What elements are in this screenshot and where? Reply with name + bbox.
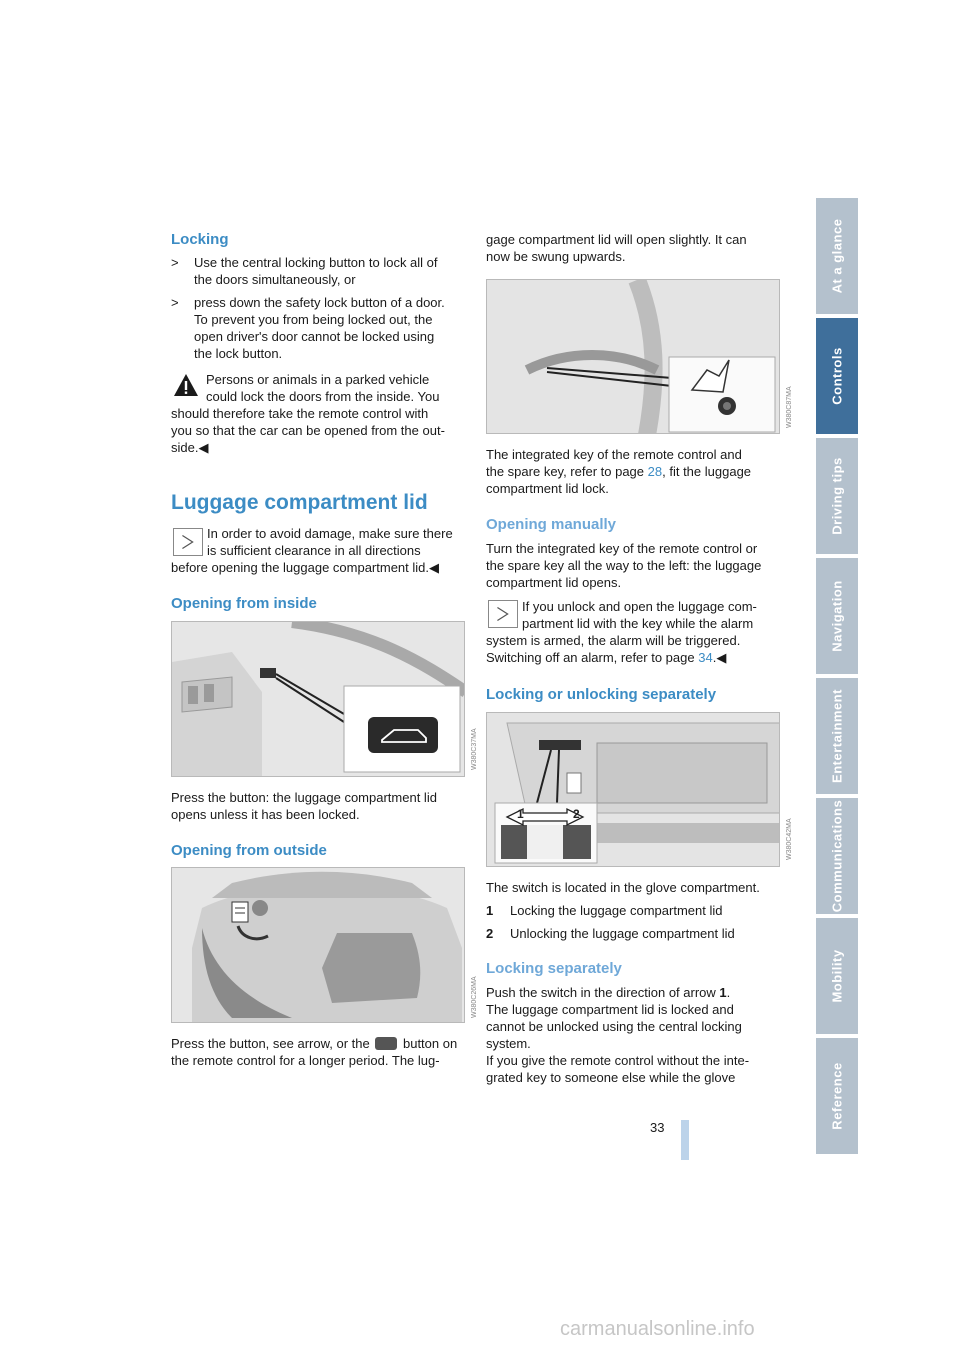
tab-driving-tips[interactable]: Driving tips xyxy=(816,438,858,556)
locking-separately-line: cannot be unlocked using the central locking xyxy=(486,1019,742,1034)
warning-line: could lock the doors from the inside. You xyxy=(206,389,440,404)
switch-text: The switch is located in the glove compartment. xyxy=(486,880,760,895)
locking-separately-line: Push the switch in the direction of arrow 1. xyxy=(486,985,731,1000)
page-number-bar xyxy=(681,1120,689,1160)
luggage-note-line: is sufficient clearance in all directions xyxy=(207,543,421,558)
luggage-note-line: In order to avoid damage, make sure there xyxy=(207,526,453,541)
continue-line: gage compartment lid will open slightly. It can xyxy=(486,232,747,247)
locking-heading: Locking xyxy=(171,231,229,248)
alarm-line: system is armed, the alarm will be triggered. xyxy=(486,633,741,648)
manual-line: compartment lid opens. xyxy=(486,575,622,590)
tab-at-a-glance[interactable]: At a glance xyxy=(816,198,858,316)
figure-label-1: 1 xyxy=(517,807,524,821)
switch-item-text: Locking the luggage compartment lid xyxy=(510,903,723,918)
warning-line: should therefore take the remote control with xyxy=(171,406,429,421)
key-text-line: The integrated key of the remote control and xyxy=(486,447,742,462)
locking-separately-line: The luggage compartment lid is locked and xyxy=(486,1002,734,1017)
note-icon xyxy=(488,600,518,628)
manual-line: Turn the integrated key of the remote control or xyxy=(486,541,758,556)
locking-bullet-1: Use the central locking button to lock all of the doors simultaneously, or xyxy=(194,255,438,287)
figure-code: W380C26MA xyxy=(471,976,478,1018)
warning-line: Persons or animals in a parked vehicle xyxy=(206,372,430,387)
trunk-illustration xyxy=(172,868,465,1023)
page-number: 33 xyxy=(650,1120,665,1135)
inside-text-line: opens unless it has been locked. xyxy=(171,807,360,822)
inside-text-line: Press the button: the luggage compartment lid xyxy=(171,790,437,805)
figure-code: W380C37MA xyxy=(471,728,478,770)
switch-item-num: 2 xyxy=(486,926,494,941)
luggage-note-line: before opening the luggage compartment lid.◀ xyxy=(171,560,440,575)
luggage-heading: Luggage compartment lid xyxy=(171,491,428,514)
tab-navigation[interactable]: Navigation xyxy=(816,558,858,676)
outside-figure xyxy=(171,867,465,1023)
locking-separately-line: system. xyxy=(486,1036,531,1051)
trunk-lock-illustration xyxy=(487,280,780,434)
switch-item-num: 1 xyxy=(486,903,494,918)
tab-reference[interactable]: Reference xyxy=(816,1038,858,1156)
inside-figure xyxy=(171,621,465,777)
tab-mobility[interactable]: Mobility xyxy=(816,918,858,1036)
figure-code: W380C42MA xyxy=(786,818,793,860)
locking-separately-line: grated key to someone else while the glove xyxy=(486,1070,736,1085)
outside-text-line: Press the button, see arrow, or the button on xyxy=(171,1036,458,1051)
manual-heading: Opening manually xyxy=(486,516,617,533)
bullet-marker: > xyxy=(171,295,179,310)
figure-code: W380C87MA xyxy=(786,386,793,428)
tab-communications[interactable]: Communications xyxy=(816,798,858,916)
bullet-marker: > xyxy=(171,255,179,270)
tab-entertainment[interactable]: Entertainment xyxy=(816,678,858,796)
continue-line: now be swung upwards. xyxy=(486,249,626,264)
outside-text-line: the remote control for a longer period. The lug- xyxy=(171,1053,440,1068)
page-link-34[interactable]: 34 xyxy=(698,650,713,665)
door-panel-illustration xyxy=(172,622,465,777)
locking-bullet-2: press down the safety lock button of a door. To prevent you from being locked out, the open driver's door cannot be locked using the lock button. xyxy=(194,295,445,361)
key-text-line: the spare key, refer to page 28, fit the luggage xyxy=(486,464,752,479)
chapter-tabs xyxy=(816,198,858,1160)
tab-controls[interactable]: Controls xyxy=(816,318,858,436)
key-text-line: compartment lid lock. xyxy=(486,481,609,496)
note-icon xyxy=(173,528,203,556)
glove-compartment-figure xyxy=(486,712,780,867)
separately-heading: Locking or unlocking separately xyxy=(486,686,717,703)
alarm-line: Switching off an alarm, refer to page 34.◀ xyxy=(486,650,727,665)
locking-separately-line: If you give the remote control without the inte- xyxy=(486,1053,750,1068)
glove-compartment-illustration xyxy=(487,713,780,867)
warning-icon xyxy=(173,373,199,397)
page-link-28[interactable]: 28 xyxy=(647,464,663,479)
locking-separately-heading: Locking separately xyxy=(486,960,622,977)
alarm-line: partment lid with the key while the alarm xyxy=(522,616,754,631)
trunk-remote-button-icon xyxy=(375,1037,397,1050)
figure-label-2: 2 xyxy=(573,807,580,821)
alarm-line: If you unlock and open the luggage com- xyxy=(522,599,757,614)
outside-heading: Opening from outside xyxy=(171,842,327,859)
warning-line: you so that the car can be opened from the out- xyxy=(171,423,445,438)
inside-heading: Opening from inside xyxy=(171,595,317,612)
manual-line: the spare key all the way to the left: the luggage xyxy=(486,558,762,573)
watermark: carmanualsonline.info xyxy=(560,1318,755,1340)
switch-item-text: Unlocking the luggage compartment lid xyxy=(510,926,735,941)
warning-line: side.◀ xyxy=(171,440,209,455)
key-lock-figure xyxy=(486,279,780,434)
